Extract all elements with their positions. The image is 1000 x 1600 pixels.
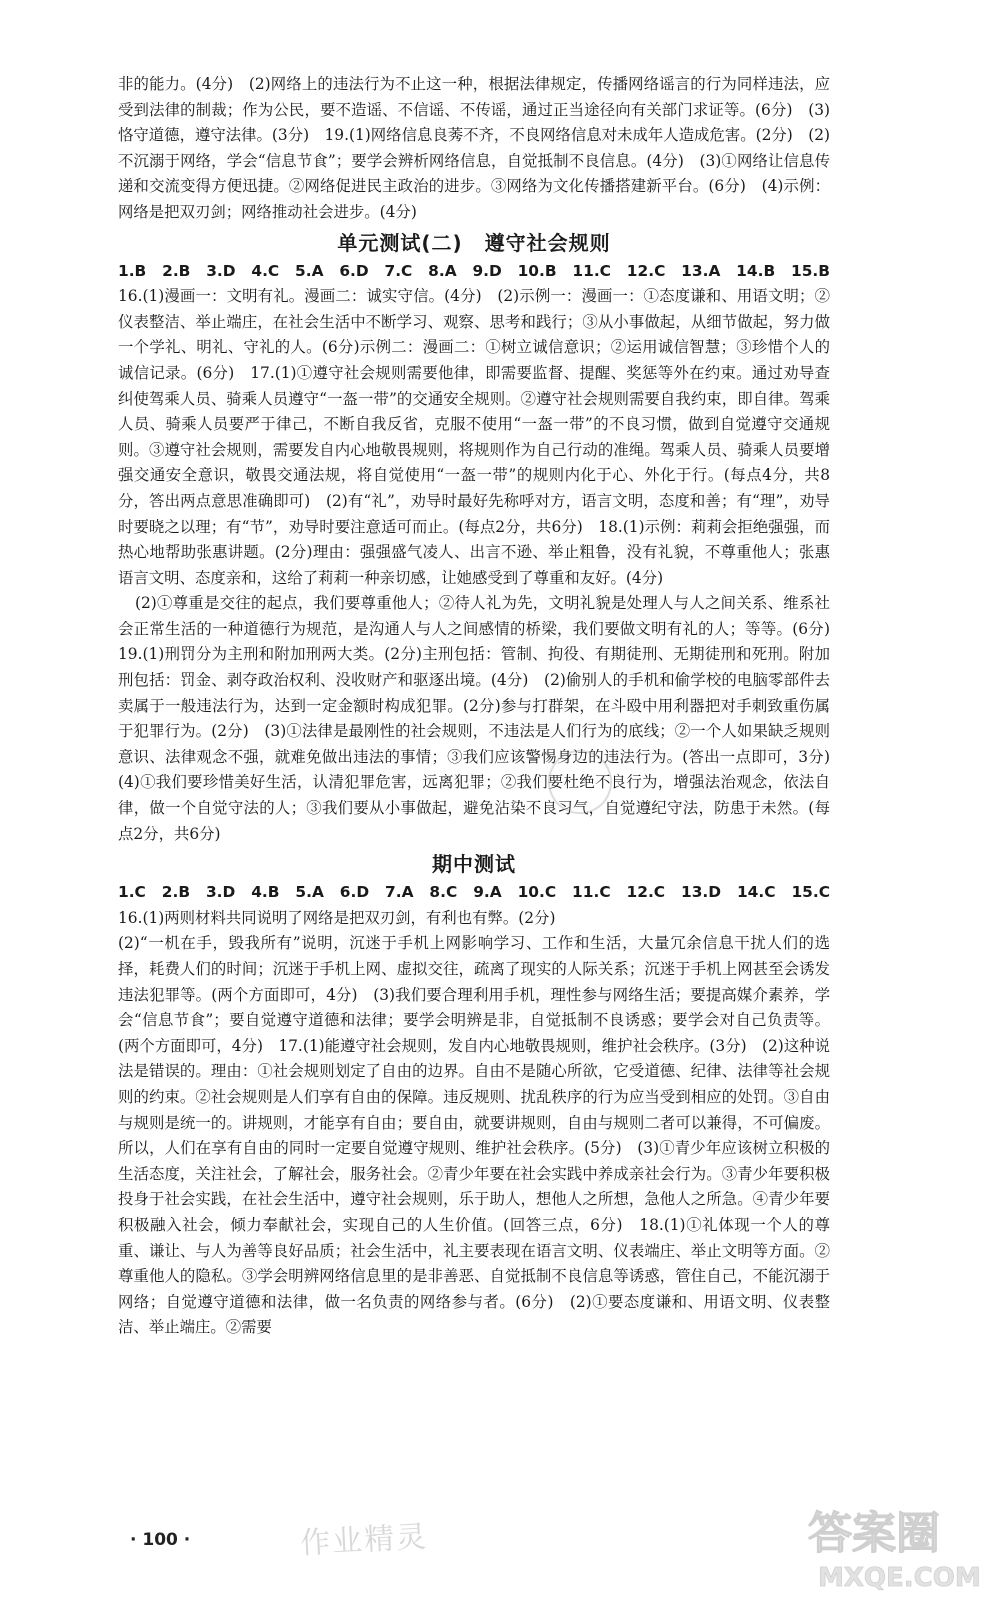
page-number: · 100 · — [130, 1530, 191, 1550]
section1-choice-answers: 1.B 2.B 3.D 4.C 5.A 6.D 7.C 8.A 9.D 10.B 11.C 12.C 13.A 14.B 15.B — [118, 261, 846, 280]
watermark-text: 作业精灵 — [299, 1519, 430, 1562]
paragraph-top: 非的能力。(4分) (2)网络上的违法行为不止这一种，根据法律规定，传播网络谣言的行为同样违法，应受到法律的制裁；作为公民，要不造谣、不信谣、不传谣，通过正当途径向有关部门求证等。(6分) (3)恪守道德，遵守法律。(3分) 19.(1)网络信息良莠不齐，不良网络信息对未成年人造成危害。(2分) (2)不沉溺于网络，学会“信息节食”；要学会辨析网络信息，自觉抵制不良信息。(4分) (3)①网络让信息传递和交流变得方便迅捷。②网络促进民主政治的进步。③网络为文化传播搭建新平台。(6分) (4)示例：网络是把双刃剑；网络推动社会进步。(4分) — [118, 75, 830, 221]
logo-url-text: MXQE.COM — [818, 1563, 981, 1593]
section2-body — [118, 880, 846, 931]
section2-paragraph-2: (2)“一机在手，毁我所有”说明，沉迷于手机上网影响学习、工作和生活，大量冗余信息干扰人们的选择，耗费人们的时间；沉迷于手机上网、虚拟交往，疏离了现实的人际关系；沉迷于手机上网甚至会诱发违法犯罪等。(两个方面即可，4分) (3)我们要合理利用手机，理性参与网络生活；要提高媒介素养，学会“信息节食”；要自觉遵守道德和法律；要学会明辨是非，自觉抵制不良诱惑；要学会对自己负责等。(两个方面即可，4分) 17.(1)能遵守社会规则，发自内心地敬畏规则，维护社会秩序。(3分) (2)这种说法是错误的。理由：①社会规则划定了自由的边界。自由不是随心所欲，它受道德、纪律、法律等社会规则的约束。②社会规则是人们享有自由的保障。违反规则、扰乱秩序的行为应当受到相应的处罚。③自由与规则是统一的。讲规则，才能享有自由；要自由，就要讲规则，自由与规则二者可以兼得，不可偏废。所以，人们在享有自由的同时一定要自觉遵守规则、维护社会秩序。(5分) (3)①青少年应该树立积极的生活态度，关注社会，了解社会，服务社会。②青少年要在社会实践中养成亲社会行为。③青少年要积极投身于社会实践，在社会生活中，遵守社会规则，乐于助人，想他人之所想，急他人之所急。④青少年要积极融入社会，倾力奉献社会，实现自己的人生价值。(回答三点，6分) 18.(1)①礼体现一个人的尊重、谦让、与人为善等良好品质；社会生活中，礼主要表现在语言文明、仪表端庄、举止文明等方面。②尊重他人的隐私。③学会明辨网络信息里的是非善恶、自觉抵制不良信息等诱惑，管住自己，不能沉溺于网络；自觉遵守道德和法律，做一名负责的网络参与者。(6分) (2)①要态度谦和、用语文明、仪表整洁、举止端庄。②需要 — [118, 934, 830, 1337]
section-title-unit-test-2 — [118, 228, 830, 258]
section-title-part-b: 遵守社会规则 — [484, 230, 611, 255]
watermark-logo-icon — [800, 1498, 986, 1594]
section1-paragraph-1: 16.(1)漫画一：文明有礼。漫画二：诚实守信。(4分) (2)示例一：漫画一：①态度谦和、用语文明；②仪表整洁、举止端庄，在社会生活中不断学习、观察、思考和践行；③从小事做起，从细节做起，努力做一个学礼、明礼、守礼的人。(6分)示例二：漫画二：①树立诚信意识；②运用诚信智慧；③珍惜个人的诚信记录。(6分) 17.(1)①遵守社会规则需要他律，即需要监督、提醒、奖惩等外在约束。通过劝导查纠使驾乘人员、骑乘人员遵守“一盔一带”的交通安全规则。②遵守社会规则需要自我约束，即自律。驾乘人员、骑乘人员要严于律己，不断自我反省，克服不使用“一盔一带”的不良习惯，做到自觉遵守交通规则。③遵守社会规则，需要发自内心地敬畏规则，将规则作为自己行动的准绳。驾乘人员、骑乘人员要增强交通安全意识，敬畏交通法规，将自觉使用“一盔一带”的规则内化于心、外化于行。(每点4分，共8分，答出两点意思准确即可) (2)有“礼”，劝导时最好先称呼对方，语言文明，态度和善；有“理”，劝导时要晓之以理；有“节”，劝导时要注意适可而止。(每点2分，共6分) 18.(1)示例：莉莉会拒绝强强，而热心地帮助张惠讲题。(2分)理由：强强盛气凌人、出言不逊、举止粗鲁，没有礼貌，不尊重他人；张惠语言文明、态度亲和，这给了莉莉一种亲切感，让她感受到了尊重和友好。(4分) — [118, 287, 830, 587]
section2-choice-answers: 1.C 2.B 3.D 4.B 5.A 6.D 7.A 8.C 9.A 10.C 11.C 12.C 13.D 14.C 15.C — [118, 883, 846, 902]
logo-text: 答案圈 — [808, 1508, 940, 1559]
section-title-midterm: 期中测试 — [432, 852, 516, 877]
section1-paragraph-2: (2)①尊重是交往的起点，我们要尊重他人；②待人礼为先，文明礼貌是处理人与人之间关系、维系社会正常生活的一种道德行为规范，是沟通人与人之间感情的桥梁，我们要做文明有礼的人；等等。(6分) 19.(1)刑罚分为主刑和附加刑两大类。(2分)主刑包括：管制、拘役、有期徒刑、无期徒刑和死刑。附加刑包括：罚金、剥夺政治权利、没收财产和驱逐出境。(4分) (2)偷别人的手机和偷学校的电脑零部件去卖属于一般违法行为，达到一定金额时构成犯罪。(2分)参与打群架，在斗殴中用利器把对手刺致重伤属于犯罪行为。(2分) (3)①法律是最刚性的社会规则，不违法是人们行为的底线；②一个人如果缺乏规则意识、法律观念不强，就难免做出违法的事情；③我们应该警惕身边的违法行为。(答出一点即可，3分) (4)①我们要珍惜美好生活，认清犯罪危害，远离犯罪；②我们要杜绝不良行为，增强法治观念，依法自律，做一个自觉守法的人；③我们要从小事做起，避免沾染不良习气，自觉遵纪守法，防患于未然。(每点2分，共6分) — [118, 594, 846, 843]
section2-paragraph-1: 16.(1)两则材料共同说明了网络是把双刃剑，有利也有弊。(2分) — [118, 908, 556, 927]
answer-page — [118, 72, 846, 1341]
section1-body — [118, 259, 846, 592]
section-title-part-a: 单元测试(二) — [337, 230, 463, 255]
